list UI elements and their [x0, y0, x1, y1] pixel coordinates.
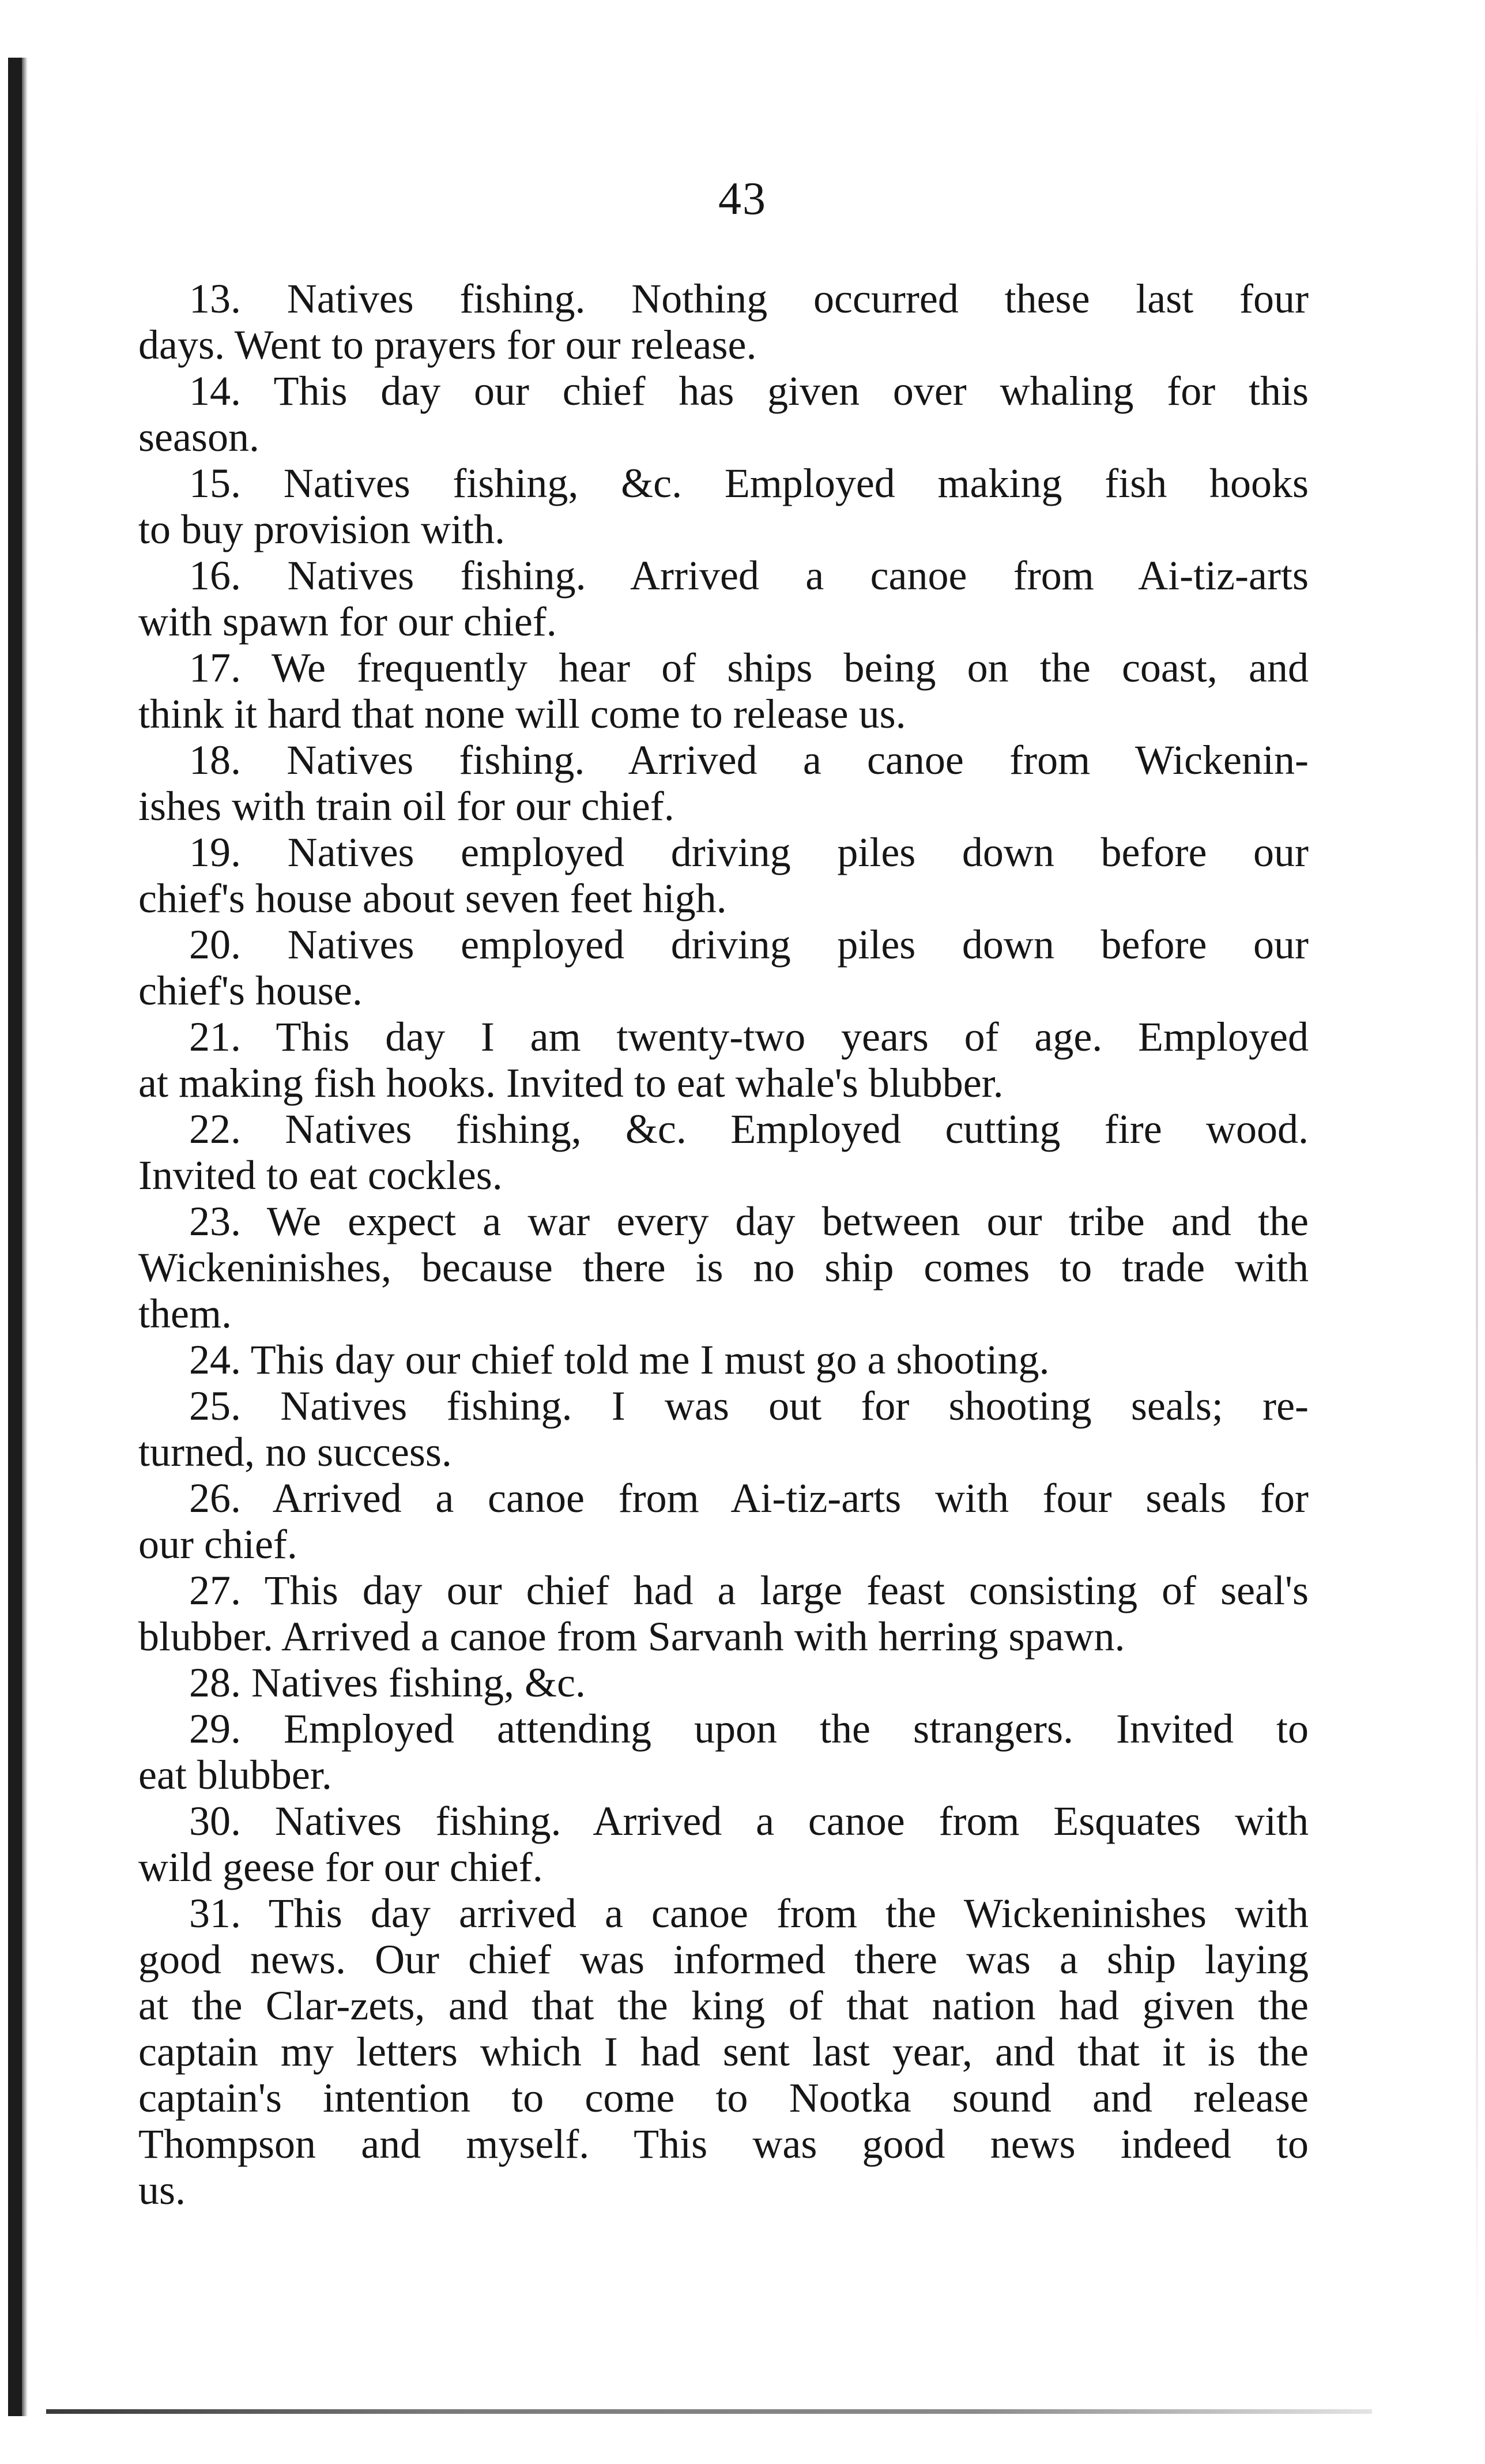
entry-first-line: 31. This day arrived a canoe from the Wickeninishes with	[189, 1890, 1309, 1936]
entry-continuation-line: blubber. Arrived a canoe from Sarvanh with herring spawn.	[138, 1613, 1125, 1660]
entry-first-line: 25. Natives fishing. I was out for shooting seals; re-	[189, 1383, 1309, 1429]
entry-continuation-line: captain's intention to come to Nootka sound and release	[138, 2075, 1309, 2121]
entry-first-line: 13. Natives fishing. Nothing occurred these last four	[189, 276, 1309, 322]
entry-first-line: 27. This day our chief had a large feast consisting of seal's	[189, 1567, 1309, 1613]
entry-continuation-line: Thompson and myself. This was good news indeed to	[138, 2121, 1309, 2167]
journal-entry	[138, 1014, 1309, 1106]
journal-entry	[138, 368, 1309, 460]
journal-entry	[138, 737, 1309, 829]
entry-continuation-line: days. Went to prayers for our release.	[138, 322, 757, 368]
entry-first-line: 22. Natives fishing, &c. Employed cutting fire wood.	[189, 1106, 1309, 1152]
journal-entry	[138, 1337, 1309, 1383]
entry-continuation-line: at the Clar-zets, and that the king of that nation had given the	[138, 1983, 1309, 2029]
entry-continuation-line: chief's house.	[138, 968, 363, 1014]
journal-entry	[138, 829, 1309, 921]
entry-first-line: 19. Natives employed driving piles down before our	[189, 829, 1309, 875]
entry-first-line: 14. This day our chief has given over whaling for this	[189, 368, 1309, 414]
entry-continuation-line: captain my letters which I had sent last year, and that it is the	[138, 2029, 1309, 2075]
journal-entry	[138, 645, 1309, 737]
journal-entry	[138, 1106, 1309, 1198]
page-binding-edge	[8, 58, 22, 2416]
page-bottom-edge	[46, 2409, 1372, 2414]
entry-continuation-line: chief's house about seven feet high.	[138, 875, 727, 921]
entry-continuation-line: good news. Our chief was informed there was a ship laying	[138, 1936, 1309, 1983]
journal-entry	[138, 1567, 1309, 1660]
entry-first-line: 21. This day I am twenty-two years of age. Employed	[189, 1014, 1309, 1060]
journal-entry	[138, 460, 1309, 552]
entry-first-line: 28. Natives fishing, &c.	[189, 1660, 586, 1706]
entry-first-line: 20. Natives employed driving piles down before our	[189, 921, 1309, 968]
page-right-edge	[1476, 69, 1478, 2376]
entry-first-line: 29. Employed attending upon the strangers. Invited to	[189, 1706, 1309, 1752]
entry-continuation-line: at making fish hooks. Invited to eat whale's blubber.	[138, 1060, 1004, 1106]
entry-first-line: 30. Natives fishing. Arrived a canoe from Esquates with	[189, 1798, 1309, 1844]
journal-entry	[138, 1798, 1309, 1890]
entry-continuation-line: ishes with train oil for our chief.	[138, 783, 674, 829]
entry-continuation-line: our chief.	[138, 1521, 297, 1567]
entry-continuation-line: to buy provision with.	[138, 506, 506, 552]
journal-entry	[138, 276, 1309, 368]
entry-first-line: 15. Natives fishing, &c. Employed making fish hooks	[189, 460, 1309, 506]
entry-continuation-line: season.	[138, 414, 259, 460]
entry-continuation-line: us.	[138, 2167, 186, 2213]
page-binding-shadow	[22, 58, 28, 2416]
entry-continuation-line: Wickeninishes, because there is no ship comes to trade with	[138, 1244, 1309, 1291]
entry-first-line: 26. Arrived a canoe from Ai-tiz-arts with four seals for	[189, 1475, 1309, 1521]
entry-first-line: 18. Natives fishing. Arrived a canoe from Wickenin-	[189, 737, 1309, 783]
journal-entry	[138, 921, 1309, 1014]
entry-first-line: 16. Natives fishing. Arrived a canoe from Ai-tiz-arts	[189, 552, 1309, 599]
entry-first-line: 23. We expect a war every day between our tribe and the	[189, 1198, 1309, 1244]
entry-continuation-line: turned, no success.	[138, 1429, 452, 1475]
journal-text	[138, 276, 1309, 2213]
entry-continuation-line: with spawn for our chief.	[138, 599, 557, 645]
journal-entry	[138, 1890, 1309, 2213]
page-number: 43	[718, 174, 767, 224]
journal-entry	[138, 1660, 1309, 1706]
entry-continuation-line: wild geese for our chief.	[138, 1844, 543, 1890]
entry-continuation-line: eat blubber.	[138, 1752, 332, 1798]
entry-first-line: 17. We frequently hear of ships being on the coast, and	[189, 645, 1309, 691]
journal-entry	[138, 1706, 1309, 1798]
journal-entry	[138, 1383, 1309, 1475]
entry-first-line: 24. This day our chief told me I must go a shooting.	[189, 1337, 1050, 1383]
journal-entry	[138, 552, 1309, 645]
journal-entry	[138, 1475, 1309, 1567]
entry-continuation-line: think it hard that none will come to release us.	[138, 691, 906, 737]
entry-continuation-line: Invited to eat cockles.	[138, 1152, 503, 1198]
journal-entry	[138, 1198, 1309, 1337]
entry-continuation-line: them.	[138, 1291, 232, 1337]
